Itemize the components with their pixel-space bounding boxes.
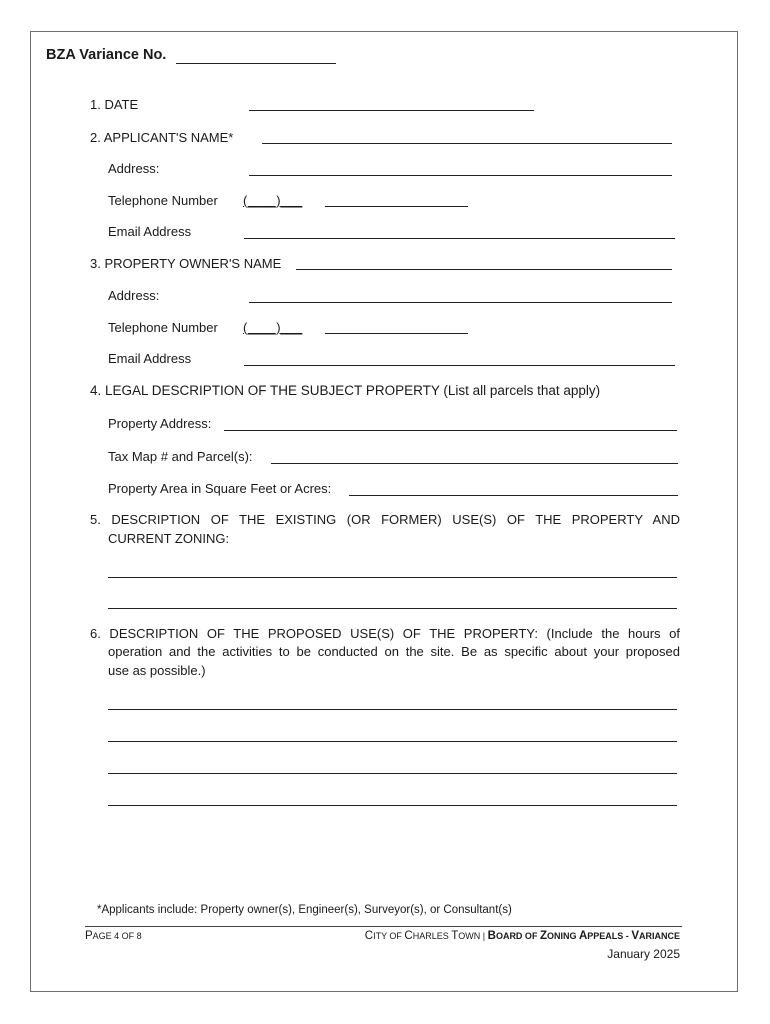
applicant-address-label: Address: bbox=[108, 161, 160, 176]
owner-address-label: Address: bbox=[108, 288, 160, 303]
tax-map-field[interactable] bbox=[271, 463, 678, 464]
owner-name-label: 3. PROPERTY OWNER'S NAME bbox=[90, 256, 282, 271]
applicant-footnote: *Applicants include: Property owner(s), Engineer(s), Surveyor(s), or Consultant(s) bbox=[97, 904, 512, 916]
existing-use-heading-line2: CURRENT ZONING: bbox=[108, 531, 230, 546]
footer-title: CITY OF CHARLES TOWN | BOARD OF ZONING APPEALS - VARIANCE bbox=[364, 930, 680, 942]
property-address-label: Property Address: bbox=[108, 416, 212, 431]
form-title: BZA Variance No. bbox=[46, 47, 167, 63]
owner-name-field[interactable] bbox=[296, 269, 672, 270]
tax-map-label: Tax Map # and Parcel(s): bbox=[108, 449, 253, 464]
applicant-email-field[interactable] bbox=[244, 238, 675, 239]
applicant-name-field[interactable] bbox=[262, 143, 672, 144]
owner-email-field[interactable] bbox=[244, 365, 675, 366]
property-area-field[interactable] bbox=[349, 495, 678, 496]
legal-description-heading: 4. LEGAL DESCRIPTION OF THE SUBJECT PROPERTY (List all parcels that apply) bbox=[90, 383, 601, 398]
owner-email-label: Email Address bbox=[108, 351, 192, 366]
owner-telephone-label: Telephone Number bbox=[108, 320, 218, 335]
proposed-use-heading-line2: operation and the activities to be conducted on the site. Be as specific about your proposed bbox=[108, 644, 680, 659]
proposed-use-field-3[interactable] bbox=[108, 773, 677, 774]
proposed-use-field-1[interactable] bbox=[108, 709, 677, 710]
footer-date: January 2025 bbox=[607, 947, 680, 961]
existing-use-field-2[interactable] bbox=[108, 608, 677, 609]
applicant-address-field[interactable] bbox=[249, 175, 672, 176]
property-area-label: Property Area in Square Feet or Acres: bbox=[108, 481, 332, 496]
page-number: PAGE 4 OF 8 bbox=[85, 930, 142, 942]
date-label: 1. DATE bbox=[90, 97, 139, 112]
applicant-telephone-label: Telephone Number bbox=[108, 193, 218, 208]
existing-use-field-1[interactable] bbox=[108, 577, 677, 578]
applicant-phone-area-code[interactable]: (____)___ bbox=[243, 193, 303, 208]
owner-address-field[interactable] bbox=[249, 302, 672, 303]
proposed-use-heading-line1: 6. DESCRIPTION OF THE PROPOSED USE(S) OF THE PROPERTY: (Include the hours of bbox=[90, 626, 680, 641]
applicant-name-label: 2. APPLICANT'S NAME* bbox=[90, 130, 234, 145]
proposed-use-field-4[interactable] bbox=[108, 805, 677, 806]
owner-telephone-field[interactable] bbox=[325, 333, 468, 334]
property-address-field[interactable] bbox=[224, 430, 677, 431]
proposed-use-field-2[interactable] bbox=[108, 741, 677, 742]
date-field[interactable] bbox=[249, 110, 534, 111]
proposed-use-heading-line3: use as possible.) bbox=[108, 663, 206, 678]
applicant-telephone-field[interactable] bbox=[325, 206, 468, 207]
owner-phone-area-code[interactable]: (____)___ bbox=[243, 320, 303, 335]
applicant-email-label: Email Address bbox=[108, 224, 192, 239]
variance-number-field[interactable] bbox=[176, 63, 336, 64]
existing-use-heading-line1: 5. DESCRIPTION OF THE EXISTING (OR FORMER) USE(S) OF THE PROPERTY AND bbox=[90, 512, 680, 527]
footer-rule bbox=[85, 926, 682, 927]
